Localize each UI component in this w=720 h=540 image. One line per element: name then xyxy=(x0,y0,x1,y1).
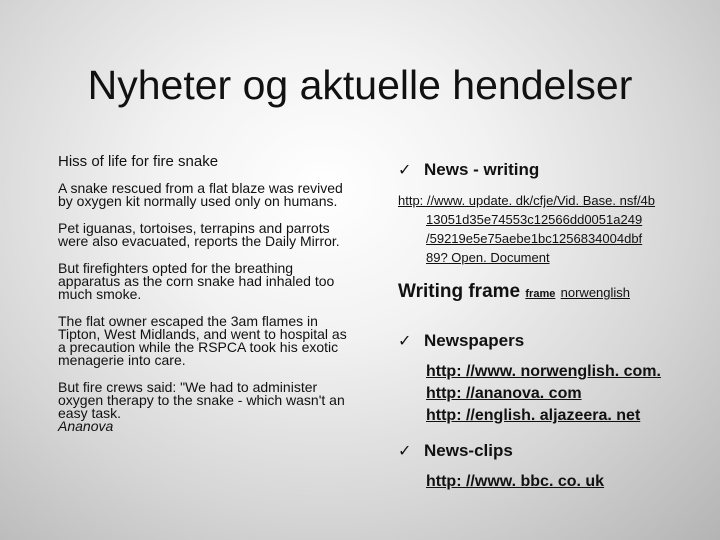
article-paragraph: But fire crews said: "We had to administer oxygen therapy to the snake - which wasn't an easy task. xyxy=(58,379,345,421)
news-article xyxy=(58,155,354,433)
bullet-label: News-clips xyxy=(424,441,513,460)
article-paragraph: Pet iguanas, tortoises, terrapins and parrots were also evacuated, reports the Daily Mirror. xyxy=(58,220,340,249)
bullet-news-writing xyxy=(398,160,698,180)
update-link[interactable] xyxy=(398,191,698,267)
norwenglish-link[interactable]: norwenglish xyxy=(560,285,631,300)
bbc-link[interactable]: http: //www. bbc. co. uk xyxy=(426,473,605,490)
norwenglish-url-link[interactable]: http: //www. norwenglish. com. xyxy=(426,363,661,380)
article-paragraph: The flat owner escaped the 3am flames in Tipton, West Midlands, and went to hospital as a precaution while the RSPCA took his exotic menagerie into care. xyxy=(58,313,347,368)
bullet-label: News - writing xyxy=(424,160,540,179)
update-link-line[interactable]: http: //www. update. dk/cfje/Vid. Base. nsf/4b xyxy=(398,193,656,208)
check-icon: ✓ xyxy=(398,333,412,350)
update-link-line[interactable]: 13051d35e74553c12566dd0051a249 xyxy=(426,212,643,227)
bullet-news-clips xyxy=(398,441,698,461)
newspaper-links xyxy=(398,361,698,427)
article-source: Ananova xyxy=(58,418,114,434)
check-icon: ✓ xyxy=(398,443,412,460)
check-icon: ✓ xyxy=(398,162,412,179)
aljazeera-link[interactable]: http: //english. aljazeera. net xyxy=(426,407,641,424)
writing-frame-label: Writing frame xyxy=(398,281,521,302)
bullet-newspapers xyxy=(398,331,698,351)
bbc-links xyxy=(398,471,698,493)
ananova-link[interactable]: http: //ananova. com xyxy=(426,385,582,402)
article-paragraph: But firefighters opted for the breathing apparatus as the corn snake had inhaled too much smoke. xyxy=(58,260,335,302)
update-link-line[interactable]: /59219e5e75aebe1bc1256834004dbf xyxy=(426,231,643,246)
article-paragraph: A snake rescued from a flat blaze was revived by oxygen kit normally used only on humans. xyxy=(58,180,343,209)
writing-frame-line xyxy=(398,281,698,303)
update-link-line[interactable]: 89? Open. Document xyxy=(426,250,550,265)
resource-list xyxy=(398,160,698,493)
page-title: Nyheter og aktuelle hendelser xyxy=(87,62,633,108)
bullet-label: Newspapers xyxy=(424,331,525,350)
frame-link[interactable]: frame xyxy=(525,288,556,300)
article-heading: Hiss of life for fire snake xyxy=(58,153,219,170)
